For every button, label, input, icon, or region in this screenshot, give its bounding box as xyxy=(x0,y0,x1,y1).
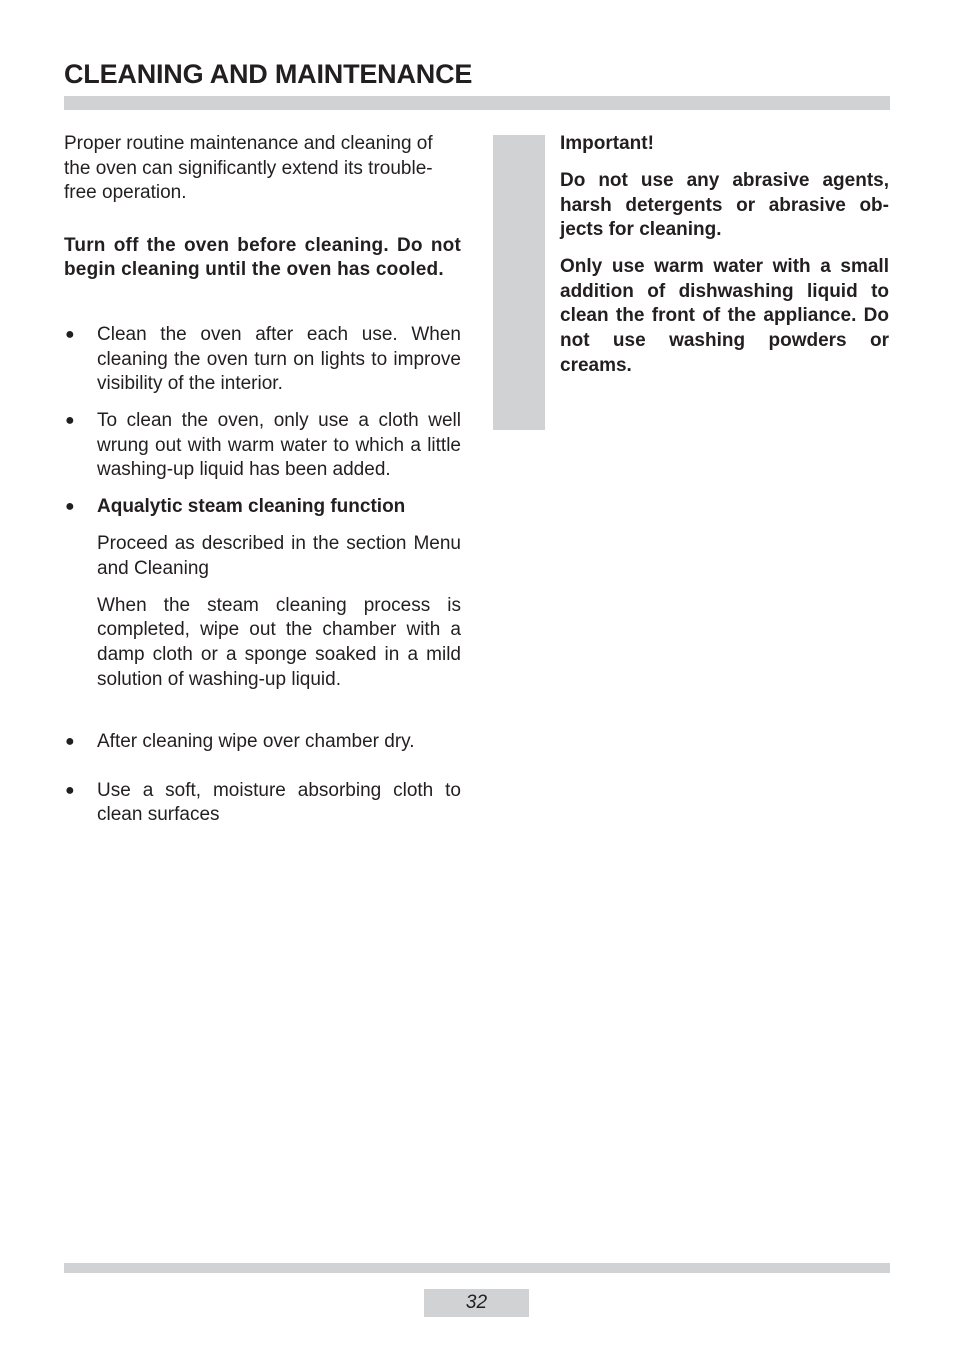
important-notice-marker xyxy=(493,135,545,430)
list-item xyxy=(64,323,461,397)
list-item-text: To clean the oven, only use a cloth well wrung out with warm water to which a little washing-up liquid has been added. xyxy=(97,410,461,481)
steam-cleaning-heading: Aqualytic steam cleaning function xyxy=(97,496,406,518)
list-item-text: Clean the oven after each use. When cleaning the oven turn on lights to improve visibility of the interior. xyxy=(97,323,461,395)
steam-cleaning-instructions: When the steam cleaning process is completed, wipe out the chamber with a damp cloth or a sponge soaked in a mild solution of washing-up liquid. xyxy=(97,594,461,690)
bullet-icon: ● xyxy=(65,498,75,516)
title-divider xyxy=(64,96,890,110)
cleaning-instructions-list xyxy=(64,323,461,520)
list-item xyxy=(64,779,461,828)
footer-divider xyxy=(64,1263,890,1273)
list-item xyxy=(64,409,461,483)
bullet-icon: ● xyxy=(65,733,75,751)
steam-cleaning-reference: Proceed as described in the section Menu and Cleaning xyxy=(97,533,461,579)
bullet-icon: ● xyxy=(65,781,75,799)
list-item-text: After cleaning wipe over chamber dry. xyxy=(97,731,415,753)
main-column xyxy=(64,132,461,840)
important-paragraph: Only use warm water with a small addition of dishwashing liquid to clean the front of the appliance. Do not use washing powders or creams. xyxy=(560,256,889,376)
important-paragraph: Do not use any abrasive agents, harsh detergents or abrasive ob-jects for cleaning. xyxy=(560,169,889,241)
list-item-text: Use a soft, moisture absorbing cloth to clean surfaces xyxy=(97,779,461,826)
intro-paragraph: Proper routine maintenance and cleaning of the oven can significantly extend its trouble-free operation. xyxy=(64,133,433,204)
list-item xyxy=(64,495,461,520)
bullet-icon: ● xyxy=(65,325,75,343)
bullet-icon: ● xyxy=(65,412,75,430)
page-number: 32 xyxy=(424,1289,529,1317)
important-notice xyxy=(560,132,889,391)
list-item xyxy=(64,730,461,755)
safety-warning: Turn off the oven before cleaning. Do not begin cleaning until the oven has cooled. xyxy=(64,234,461,281)
drying-instructions-list xyxy=(64,730,461,828)
page-title: CLEANING AND MAINTENANCE xyxy=(64,59,473,89)
important-heading: Important! xyxy=(560,133,654,154)
